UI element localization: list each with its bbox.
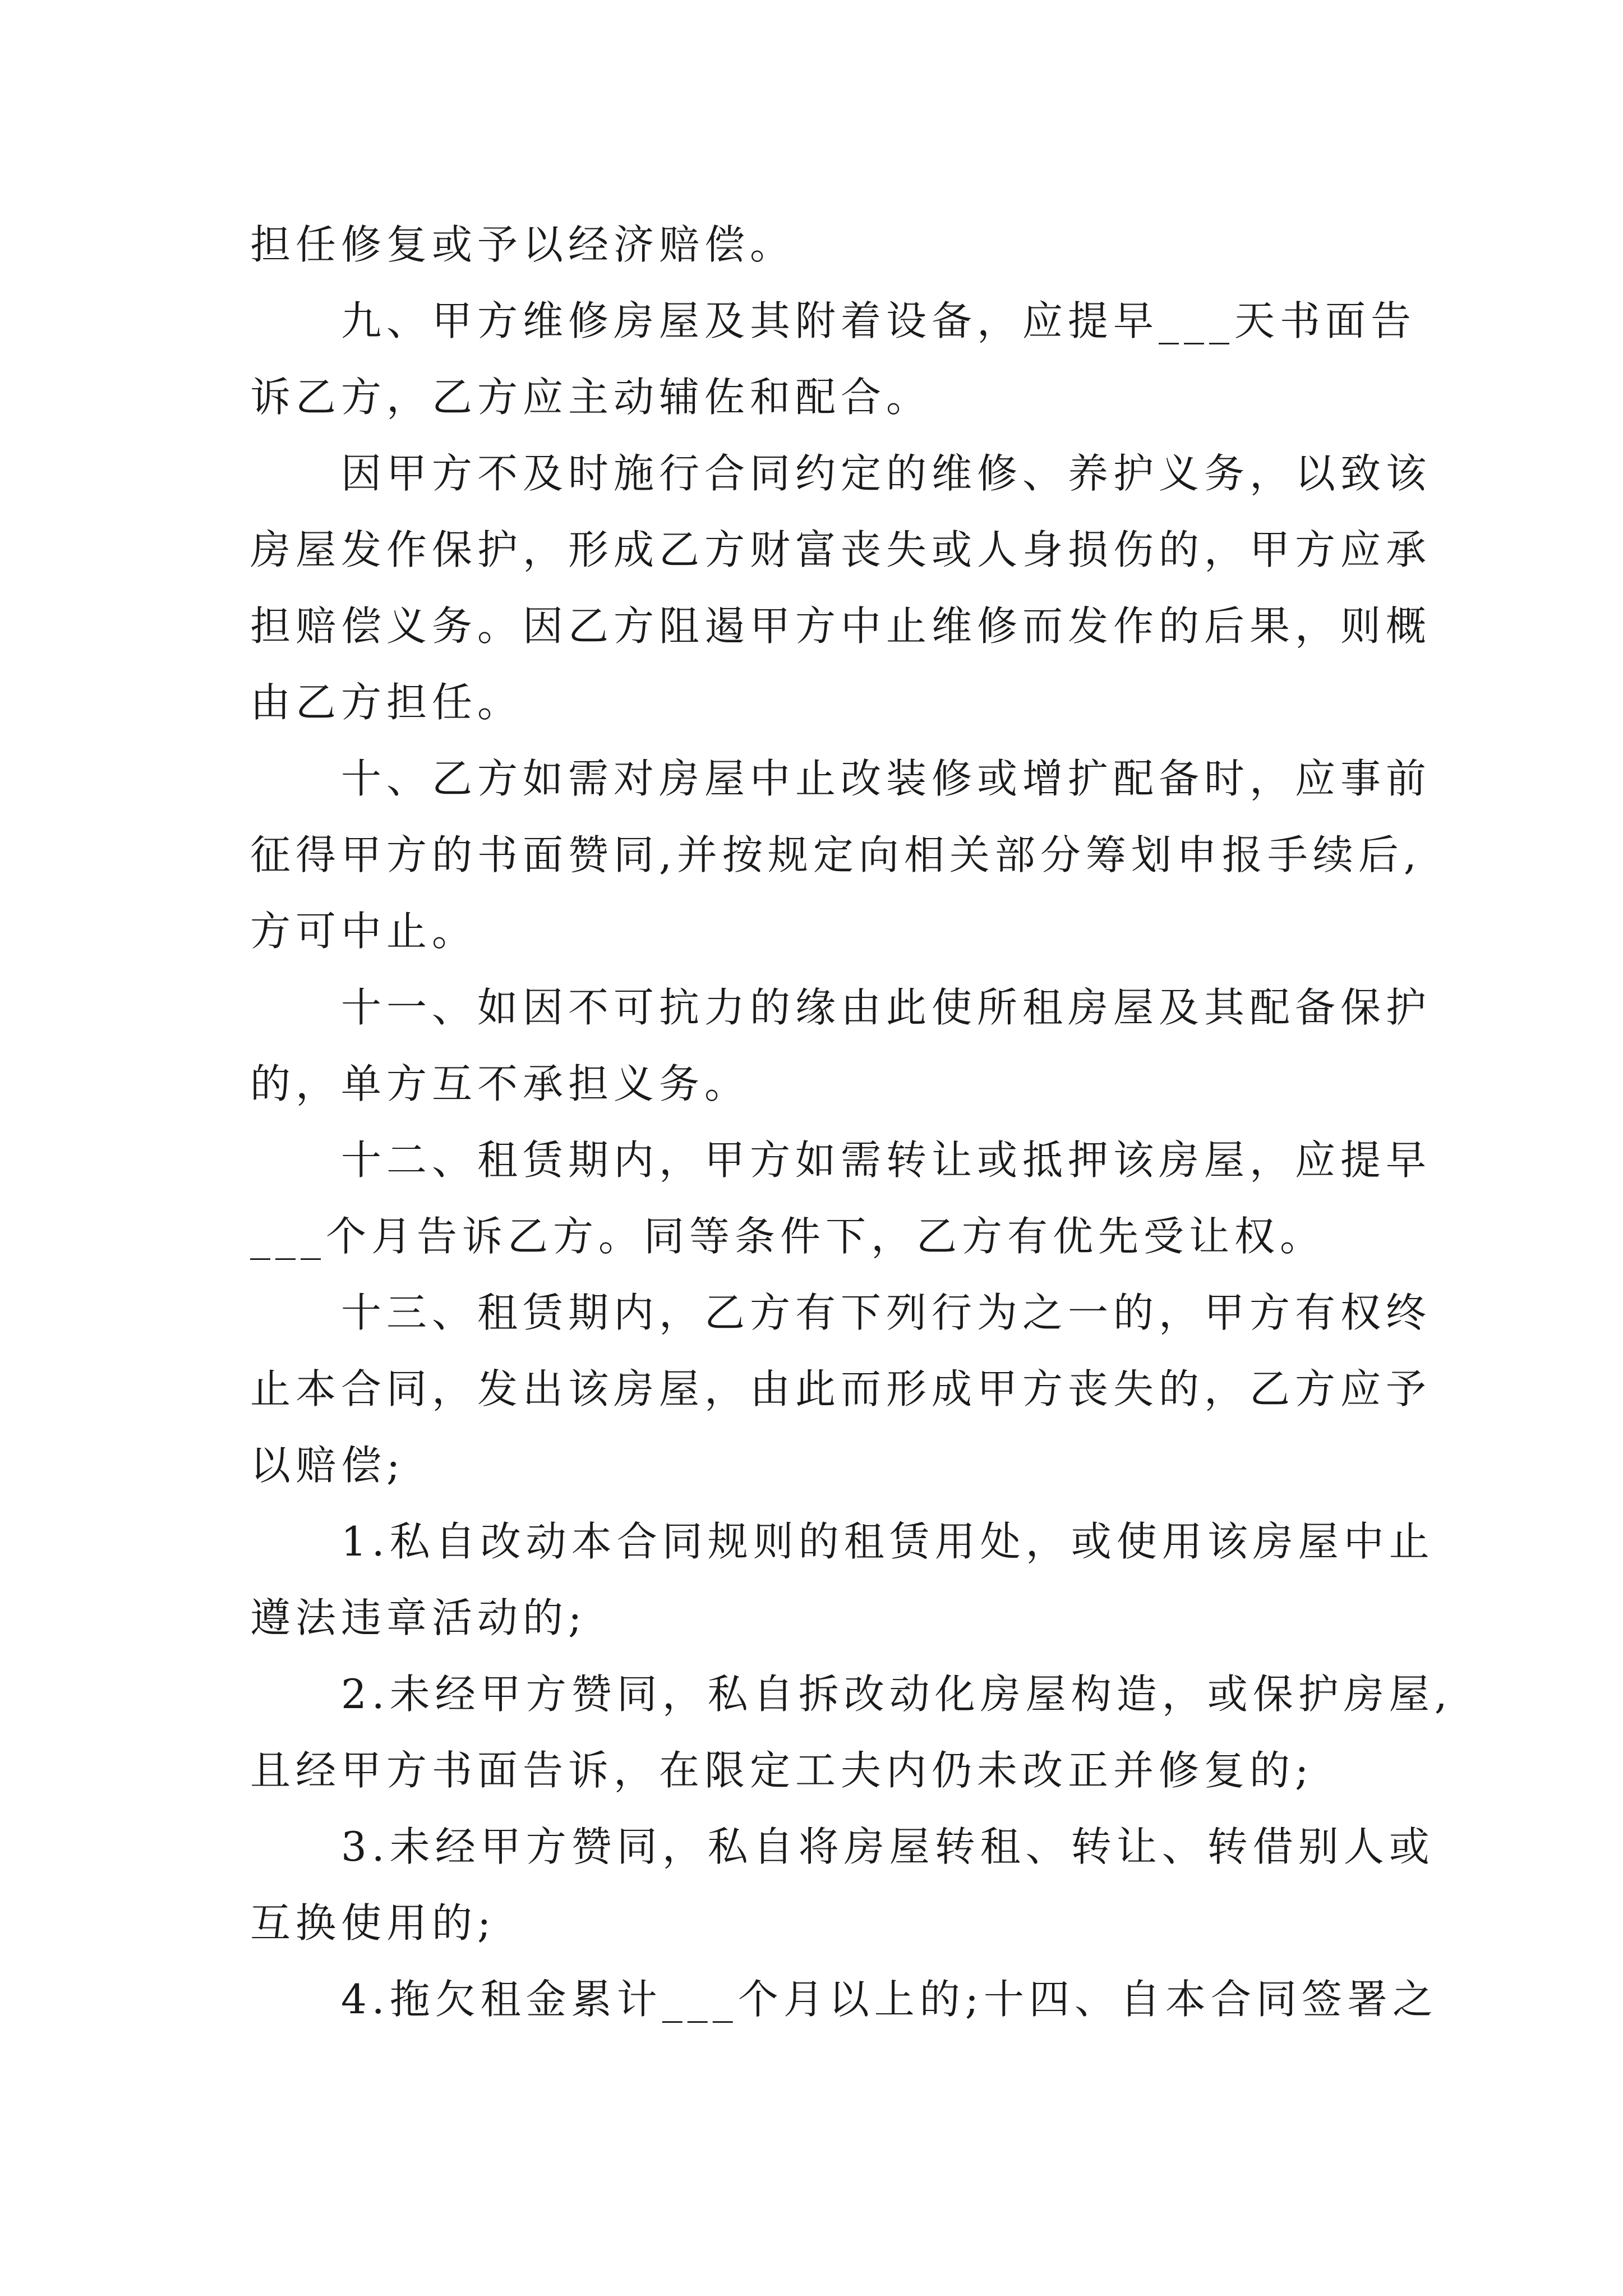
text-line: 3.未经甲方赞同，私自将房屋转租、转让、转借别人或	[341, 1823, 1435, 1870]
paragraph-clause-13	[250, 1274, 1432, 1503]
text-line: 十一、如因不可抗力的缘由此使所租房屋及其配备保护	[341, 984, 1432, 1031]
paragraph-clause-10	[250, 740, 1432, 969]
text-line: 1.私自改动本合同规则的租赁用处，或使用该房屋中止	[341, 1518, 1435, 1565]
paragraph-clause-9	[250, 283, 1417, 435]
text-line: 以赔偿;	[250, 1442, 405, 1489]
text-line: 止本合同，发出该房屋，由此而形成甲方丧失的，乙方应予	[250, 1365, 1432, 1412]
text-line: 且经甲方书面告诉，在限定工夫内仍未改正并修复的;	[250, 1747, 1314, 1794]
text-line: 征得甲方的书面赞同,并按规定向相关部分筹划申报手续后,	[250, 831, 1422, 878]
text-line: 4.拖欠租金累计___个月以上的;十四、自本合同签署之	[341, 1976, 1438, 2023]
text-line: 的，单方互不承担义务。	[250, 1060, 750, 1107]
text-line: 2.未经甲方赞同，私自拆改动化房屋构造，或保护房屋,	[341, 1671, 1453, 1718]
text-line: 方可中止。	[250, 908, 478, 955]
list-item-3	[250, 1809, 1435, 1961]
text-line: 担赔偿义务。因乙方阻遏甲方中止维修而发作的后果，则概	[250, 602, 1432, 650]
text-line: 房屋发作保护，形成乙方财富丧失或人身损伤的，甲方应承	[250, 526, 1432, 573]
text-line: ___个月告诉乙方。同等条件下，乙方有优先受让权。	[250, 1213, 1326, 1260]
list-item-4	[250, 1961, 1438, 2037]
text-line: 互换使用的;	[250, 1899, 496, 1947]
text-line: 十二、租赁期内，甲方如需转让或抵押该房屋，应提早	[341, 1137, 1432, 1184]
text-line: 九、甲方维修房屋及其附着设备，应提早___天书面告	[341, 297, 1417, 344]
text-line: 十、乙方如需对房屋中止改装修或增扩配备时，应事前	[341, 755, 1432, 802]
text-line: 遵法违章活动的;	[250, 1594, 587, 1641]
paragraph	[250, 206, 1392, 283]
text-line: 因甲方不及时施行合同约定的维修、养护义务，以致该	[341, 450, 1432, 497]
document-body	[250, 206, 1453, 2037]
text-line: 由乙方担任。	[250, 679, 523, 726]
paragraph-clause-12	[250, 1122, 1432, 1274]
text-line: 十三、租赁期内，乙方有下列行为之一的，甲方有权终	[341, 1289, 1432, 1336]
paragraph	[250, 435, 1432, 740]
text-line: 诉乙方，乙方应主动辅佐和配合。	[250, 374, 932, 421]
list-item-2	[250, 1656, 1453, 1809]
list-item-1	[250, 1503, 1435, 1656]
paragraph-clause-11	[250, 969, 1432, 1122]
text-line: 担任修复或予以经济赔偿。	[250, 221, 796, 268]
